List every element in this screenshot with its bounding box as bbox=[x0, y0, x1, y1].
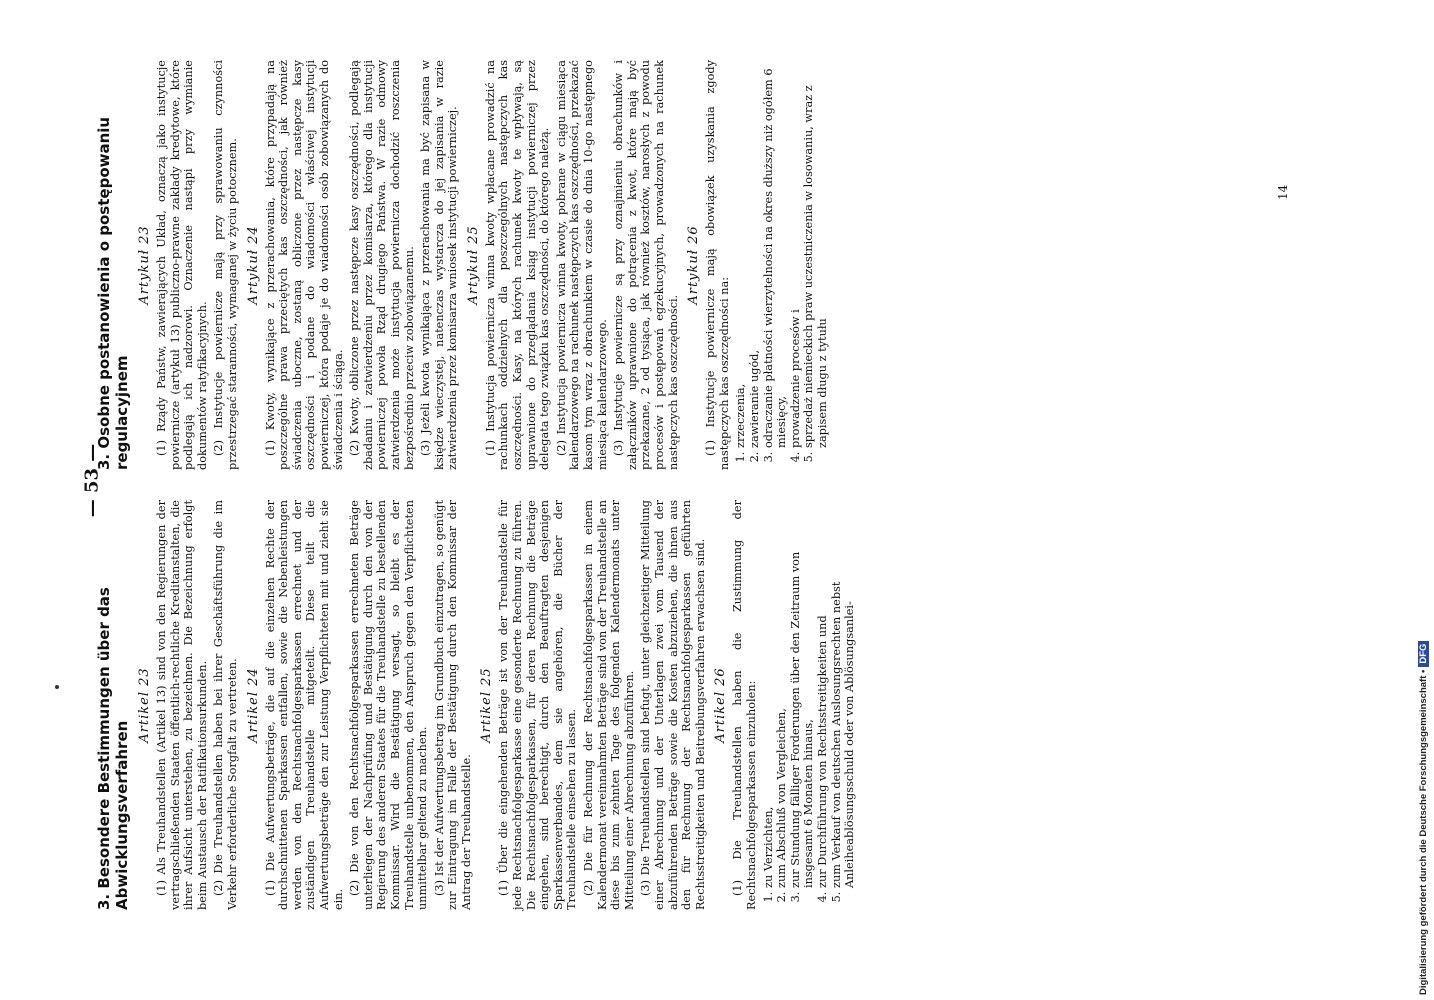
polish-art26-list bbox=[734, 60, 829, 470]
german-art25-title: Artikel 25 bbox=[479, 667, 495, 743]
polish-art24-p3: (3) Jeżeli kwota wynikająca z przerachowania ma być zapisana w księdze wieczystej, natenczas wystarcza do jej zapisania w razie zatwierdzenia przez komisarza wniosek instytucji powierniczej. bbox=[419, 60, 460, 470]
polish-art23-p1: (1) Rządy Państw, zawierających Układ, oznaczą jako instytucje powiernicze (artykuł 13) publiczno-prawne zakłady kredytowe, które podlegają ich nadzorowi. Oznaczenie nastąpi przy wymianie dokumentów ratyfikacyjnych. bbox=[155, 60, 209, 470]
german-art24-p3: (3) Ist der Aufwertungsbetrag im Grundbuch einzutragen, so genügt zur Eintragung im Falle der Bestätigung durch den Kommissar der Antrag der Treuhandstelle. bbox=[432, 500, 473, 910]
scan-dot bbox=[55, 685, 59, 689]
polish-art26-title: Artykuł 26 bbox=[686, 225, 702, 305]
german-art26-p1: (1) Die Treuhandstellen haben die Zustimmung der Rechtsnachfolgesparkassen einzuholen: bbox=[731, 500, 758, 910]
polish-art24-p2: (2) Kwoty, obliczone przez następcze kasy oszczędności, podlegają zbadaniu i zatwierdzeniu przez komisarza, którego dla instytucji powierniczej powoła Rząd drugiego Państwa. W razie odmowy zatwierdzenia może instytucja powiernicza dochodzić roszczenia bezpośrednio przeciw zobowiązanemu. bbox=[348, 60, 416, 470]
polish-column bbox=[95, 60, 830, 470]
german-art23-p1: (1) Als Treuhandstellen (Artikel 13) sind von den Regierungen der vertragschließenden Staaten öffentlich-rechtliche Kreditanstalten, die ihrer Aufsicht unterstehen, zu bezeichnen. Die Bezeichnung erfolgt beim Austausch der Ratifikationsurkunden. bbox=[155, 500, 209, 910]
list-item: 4. zur Durchführung von Rechtsstreitigkeiten und bbox=[816, 500, 830, 888]
polish-art25-p2: (2) Instytucja powiernicza winna kwoty, pobrane w ciągu miesiąca kalendarzowego na rachunek następczych kas oszczędności, przekazać kasom tym wraz z obrachunkiem w czasie do dnia 10-go następnego miesiąca kalendarzowego. bbox=[554, 60, 609, 470]
list-item: 1. zrzeczenia, bbox=[734, 60, 748, 448]
polish-art25-p3: (3) Instytucje powiernicze są przy oznajmieniu obrachunków i załączników uprawnione do potrącenia z kwot, które mają być przekazane, 2 od tysiąca, jak również kosztów, narosłych z powodu procesów i postępowań egzekucyjnych, prowadzonych na rachunek następczych kas oszczędności. bbox=[612, 60, 680, 470]
german-art25-p1: (1) Über die eingehenden Beträge ist von der Treuhandstelle für jede Rechtsnachfolgesparkasse eine gesonderte Rechnung zu führen. Die Rechtsnachfolgesparkassen, für deren Rechnung die Beträge eingehen, sind berechtigt, durch den Beauftragten desjenigen Sparkassenverbandes, dem sie angehören, die Bücher der Treuhandstelle einsehen zu lassen. bbox=[497, 500, 579, 910]
list-item: 1. zu Verzichten, bbox=[762, 500, 776, 888]
german-art23-title: Artikel 23 bbox=[137, 667, 152, 743]
polish-art24-title: Artykuł 24 bbox=[245, 225, 261, 305]
list-item: 5. sprzedaż niemieckich praw uczestniczenia w losowaniu, wraz z zapisem długu z tytułu bbox=[802, 60, 829, 448]
digitization-note bbox=[1418, 641, 1429, 995]
list-item: 5. zum Verkauf von deutschen Auslosungsrechten nebst Anleiheablösungsschuld oder von Ablösungsanlei- bbox=[830, 500, 857, 888]
polish-heading: 3. Osobne postanowienia o postępowaniu regulacyjnem bbox=[95, 116, 131, 470]
polish-art23-p2: (2) Instytucje powiernicze mają przy sprawowaniu czynności przestrzegać staranności, wymaganej w życiu potocznem. bbox=[212, 60, 239, 470]
list-item: 3. odraczanie płatności wierzytelności na okres dłuższy niż ogółem 6 miesięcy, bbox=[762, 60, 789, 448]
german-art26-list bbox=[762, 500, 857, 910]
german-art26-title: Artikel 26 bbox=[713, 667, 729, 743]
german-art24-p2: (2) Die von den Rechtsnachfolgesparkassen errechneten Beträge unterliegen der Nachprüfung und Bestätigung durch den von der Regierung des anderen Staates für die Treuhandstelle zu bestellenden Kommissar. Wird die Bestätigung versagt, so bleibt es der Treuhandstelle unbenommen, den Anspruch gegen den Verpflichteten unmittelbar geltend zu machen. bbox=[348, 500, 430, 910]
polish-art26-p1: (1) Instytucje powiernicze mają obowiązek uzyskania zgody następczych kas oszczędności na: bbox=[704, 60, 731, 470]
polish-art23-title: Artykuł 23 bbox=[137, 225, 152, 305]
german-art25-p2: (2) Die für Rechnung der Rechtsnachfolgesparkassen in einem Kalendermonat vereinnahmten Beträge sind von der Treuhandstelle an diese bis zum zehnten Tage des folgenden Kalendermonats unter Mitteilung einer Abrechnung abzuführen. bbox=[582, 500, 636, 910]
german-art24-p1: (1) Die Aufwertungsbeträge, die auf die einzelnen Rechte der durchschnittenen Sparkassen entfallen, sowie die Nebenleistungen werden von den Rechtsnachfolgesparkassen errechnet und der zuständigen Treuhandstelle mitgeteilt. Diese teilt die Aufwertungsbeträge den zur Leistung Verpflichteten mit und zieht sie ein. bbox=[263, 500, 345, 910]
polish-art25-p1: (1) Instytucja powiernicza winna kwoty wpłacane prowadzić na rachunkach oddzielnych dla poszczególnych następczych kas oszczędności. Kasy, na których rachunek kwoty te wpływają, są uprawnione do przeglądania ksiąg instytucji powierniczej przez delegata tego związku kas oszczędności, do którego należą. bbox=[483, 60, 552, 470]
digitization-note-text: Digitalisierung gefördert durch die Deutsche Forschungsgemeinschaft • bbox=[1418, 669, 1429, 995]
footer-number: 14 bbox=[1276, 184, 1290, 200]
list-item: 2. zum Abschluß von Vergleichen, bbox=[775, 500, 789, 888]
german-art25-p3: (3) Die Treuhandstellen sind befugt, unter gleichzeitiger Mitteilung einer Abrechnung und der Unterlagen zwei vom Tausend der abzuführenden Beträge sowie die Kosten abzuziehen, die ihnen aus den für Rechnung der Rechtsnachfolgesparkassen geführten Rechtsstreitigkeiten und Beitreibungsverfahren erwachsen sind. bbox=[639, 500, 707, 910]
german-column bbox=[95, 500, 857, 910]
list-item: 2. zawieranie ugód, bbox=[748, 60, 762, 448]
polish-art24-p1: (1) Kwoty, wynikające z przerachowania, które przypadają na poszczególne prawa przeciętych kas oszczędności, jak również świadczenia uboczne, zostaną obliczone przez następcze kasy oszczędności i podane do wiadomości właściwej instytucji powierniczej, która podaje je do wiadomości osób zobowiązanych do świadczenia i ściąga. bbox=[263, 60, 345, 470]
list-item: 4. prowadzenie procesów i bbox=[789, 60, 803, 448]
german-art23-p2: (2) Die Treuhandstellen haben bei ihrer Geschäftsführung die im Verkehr erforderliche Sorgfalt zu vertreten. bbox=[212, 500, 239, 910]
german-heading: 3. Besondere Bestimmungen über das Abwicklungsverfahren bbox=[95, 587, 131, 910]
list-item: 3. zur Stundung fälliger Forderungen über den Zeitraum von insgesamt 6 Monaten hinaus, bbox=[789, 500, 816, 888]
page-number: — 53 — bbox=[81, 443, 103, 518]
polish-art25-title: Artykuł 25 bbox=[465, 225, 481, 305]
german-art24-title: Artikel 24 bbox=[245, 667, 261, 743]
dfg-logo: DFG bbox=[1418, 641, 1429, 667]
